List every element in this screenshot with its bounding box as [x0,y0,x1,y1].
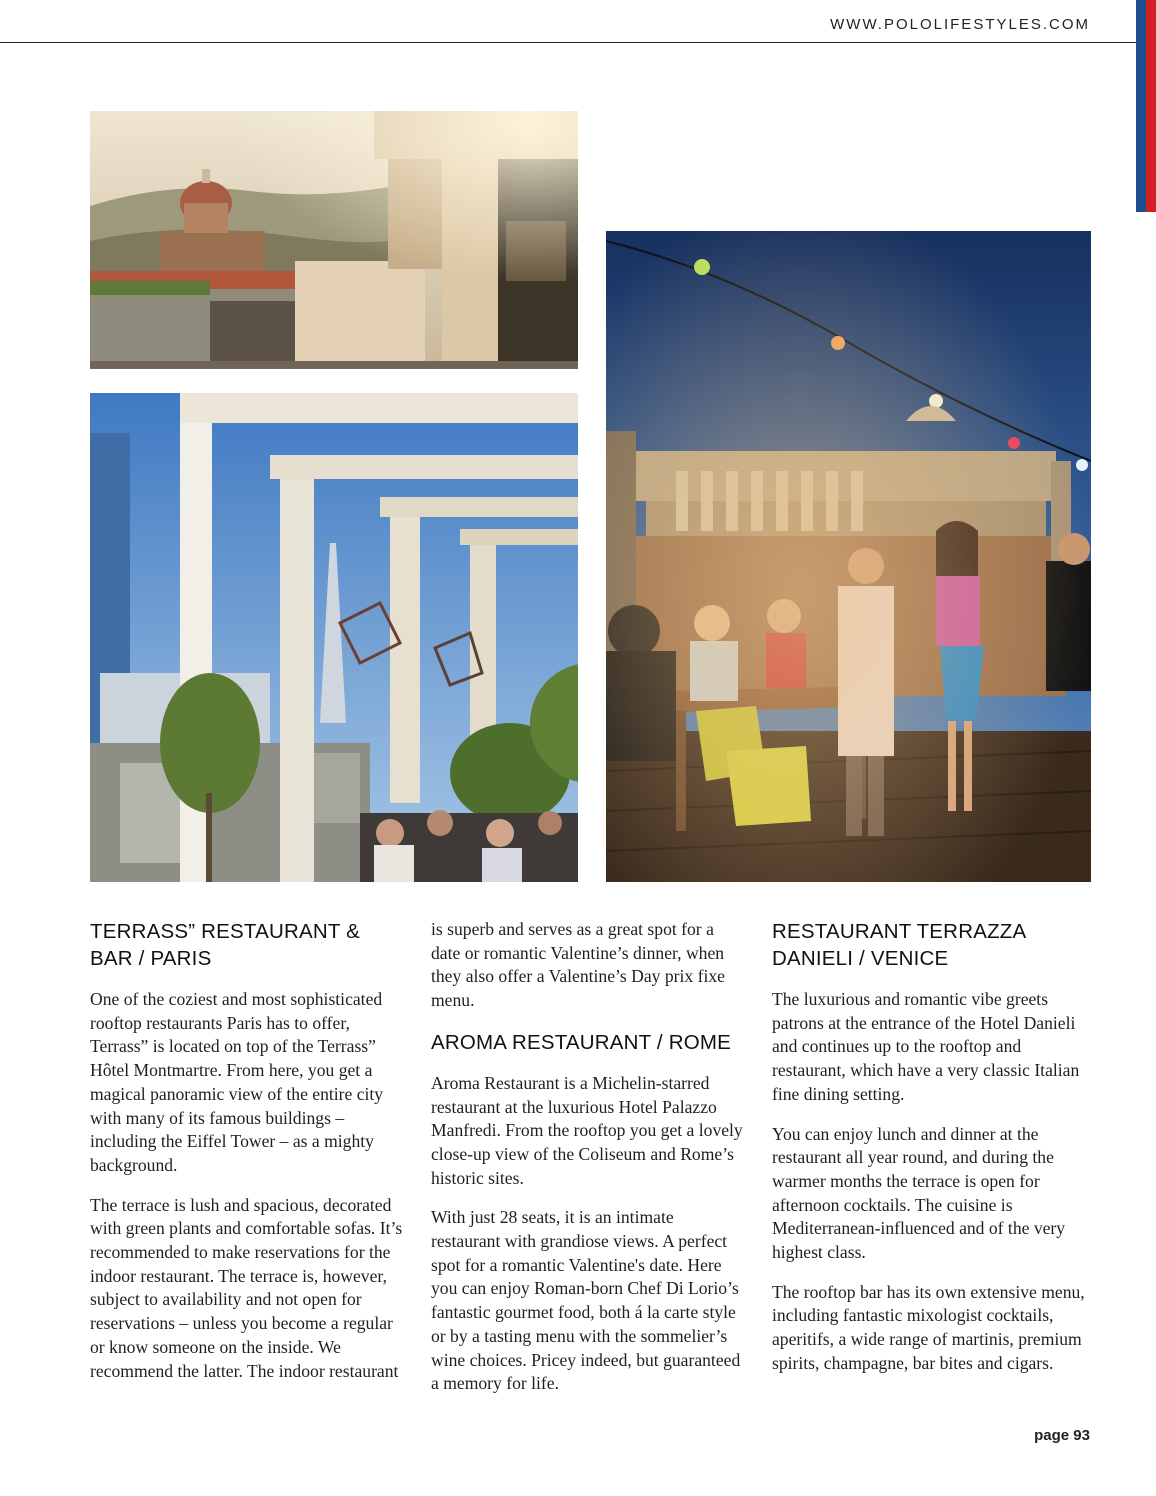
paris-paragraph-continued: is superb and serves as a great spot for a date or romantic Valentine’s dinner, when they also offer a Valentine’s Day prix fixe menu. [431,919,725,1011]
article-column-1 [90,918,406,1399]
page-number: page 93 [1034,1427,1090,1444]
venice-paragraph-1: The luxurious and romantic vibe greets patrons at the entrance of the Hotel Danieli and continues up to the rooftop and restaurant, which have a very classic Italian fine dining setting. [772,989,1080,1104]
section-heading-paris: TERRASS” RESTAURANT & BAR / PARIS [90,920,360,970]
section-heading-venice: RESTAURANT TERRAZZA DANIELI / VENICE [772,920,1026,970]
section-heading-rome: AROMA RESTAURANT / ROME [431,1030,731,1054]
flag-blue-stripe [1136,0,1146,212]
site-url[interactable]: WWW.POLOLIFESTYLES.COM [830,16,1090,33]
venice-paragraph-2: You can enjoy lunch and dinner at the restaurant all year round, and during the warmer months the terrace is open for afternoon cocktails. The cuisine is Mediterranean-influenced and of the very highest class. [772,1123,1066,1263]
paris-paragraph-2: The terrace is lush and spacious, decorated with green plants and comfortable sofas. It’s recommended to make reservations for the indoor restaurant. The terrace is, however, subject to availability and not open for reservations – unless you become a regular or know someone on the inside. We recommend the latter. The indoor restaurant [90,1194,403,1381]
header-rule [0,42,1138,43]
article-column-3 [772,918,1088,1392]
venice-paragraph-3: The rooftop bar has its own extensive menu, including fantastic mixologist cocktails, aperitifs, a wide range of martinis, premium spirits, champagne, bar bites and cigars. [772,1281,1085,1373]
rome-paragraph-1: Aroma Restaurant is a Michelin-starred restaurant at the luxurious Hotel Palazzo Manfredi. From the rooftop you get a lovely close-up view of the Coliseum and Rome’s historic sites. [431,1072,743,1188]
rome-paragraph-2: With just 28 seats, it is an intimate restaurant with grandiose views. A perfect spot for a romantic Valentine's date. Here you can enjoy Roman-born Chef Di Lorio’s fantastic gourmet food, both á la carte style or by a tasting menu with the sommelier’s wine choices. Pricey indeed, but guaranteed a memory for life. [431,1207,741,1394]
flag-stripe [1136,0,1156,212]
rooftop-pergola-photo [90,393,578,882]
rooftop-terrace-photo [90,111,578,369]
article-column-2 [431,918,747,1412]
paris-paragraph-1: One of the coziest and most sophisticated rooftop restaurants Paris has to offer, Terrass” is located on top of the Terrass” Hôtel Montmartre. From here, you get a magical panoramic view of the entire city with many of its famous buildings – including the Eiffel Tower – as a mighty background. [90,989,384,1175]
rooftop-dinner-photo [606,231,1091,882]
flag-red-stripe [1146,0,1156,212]
